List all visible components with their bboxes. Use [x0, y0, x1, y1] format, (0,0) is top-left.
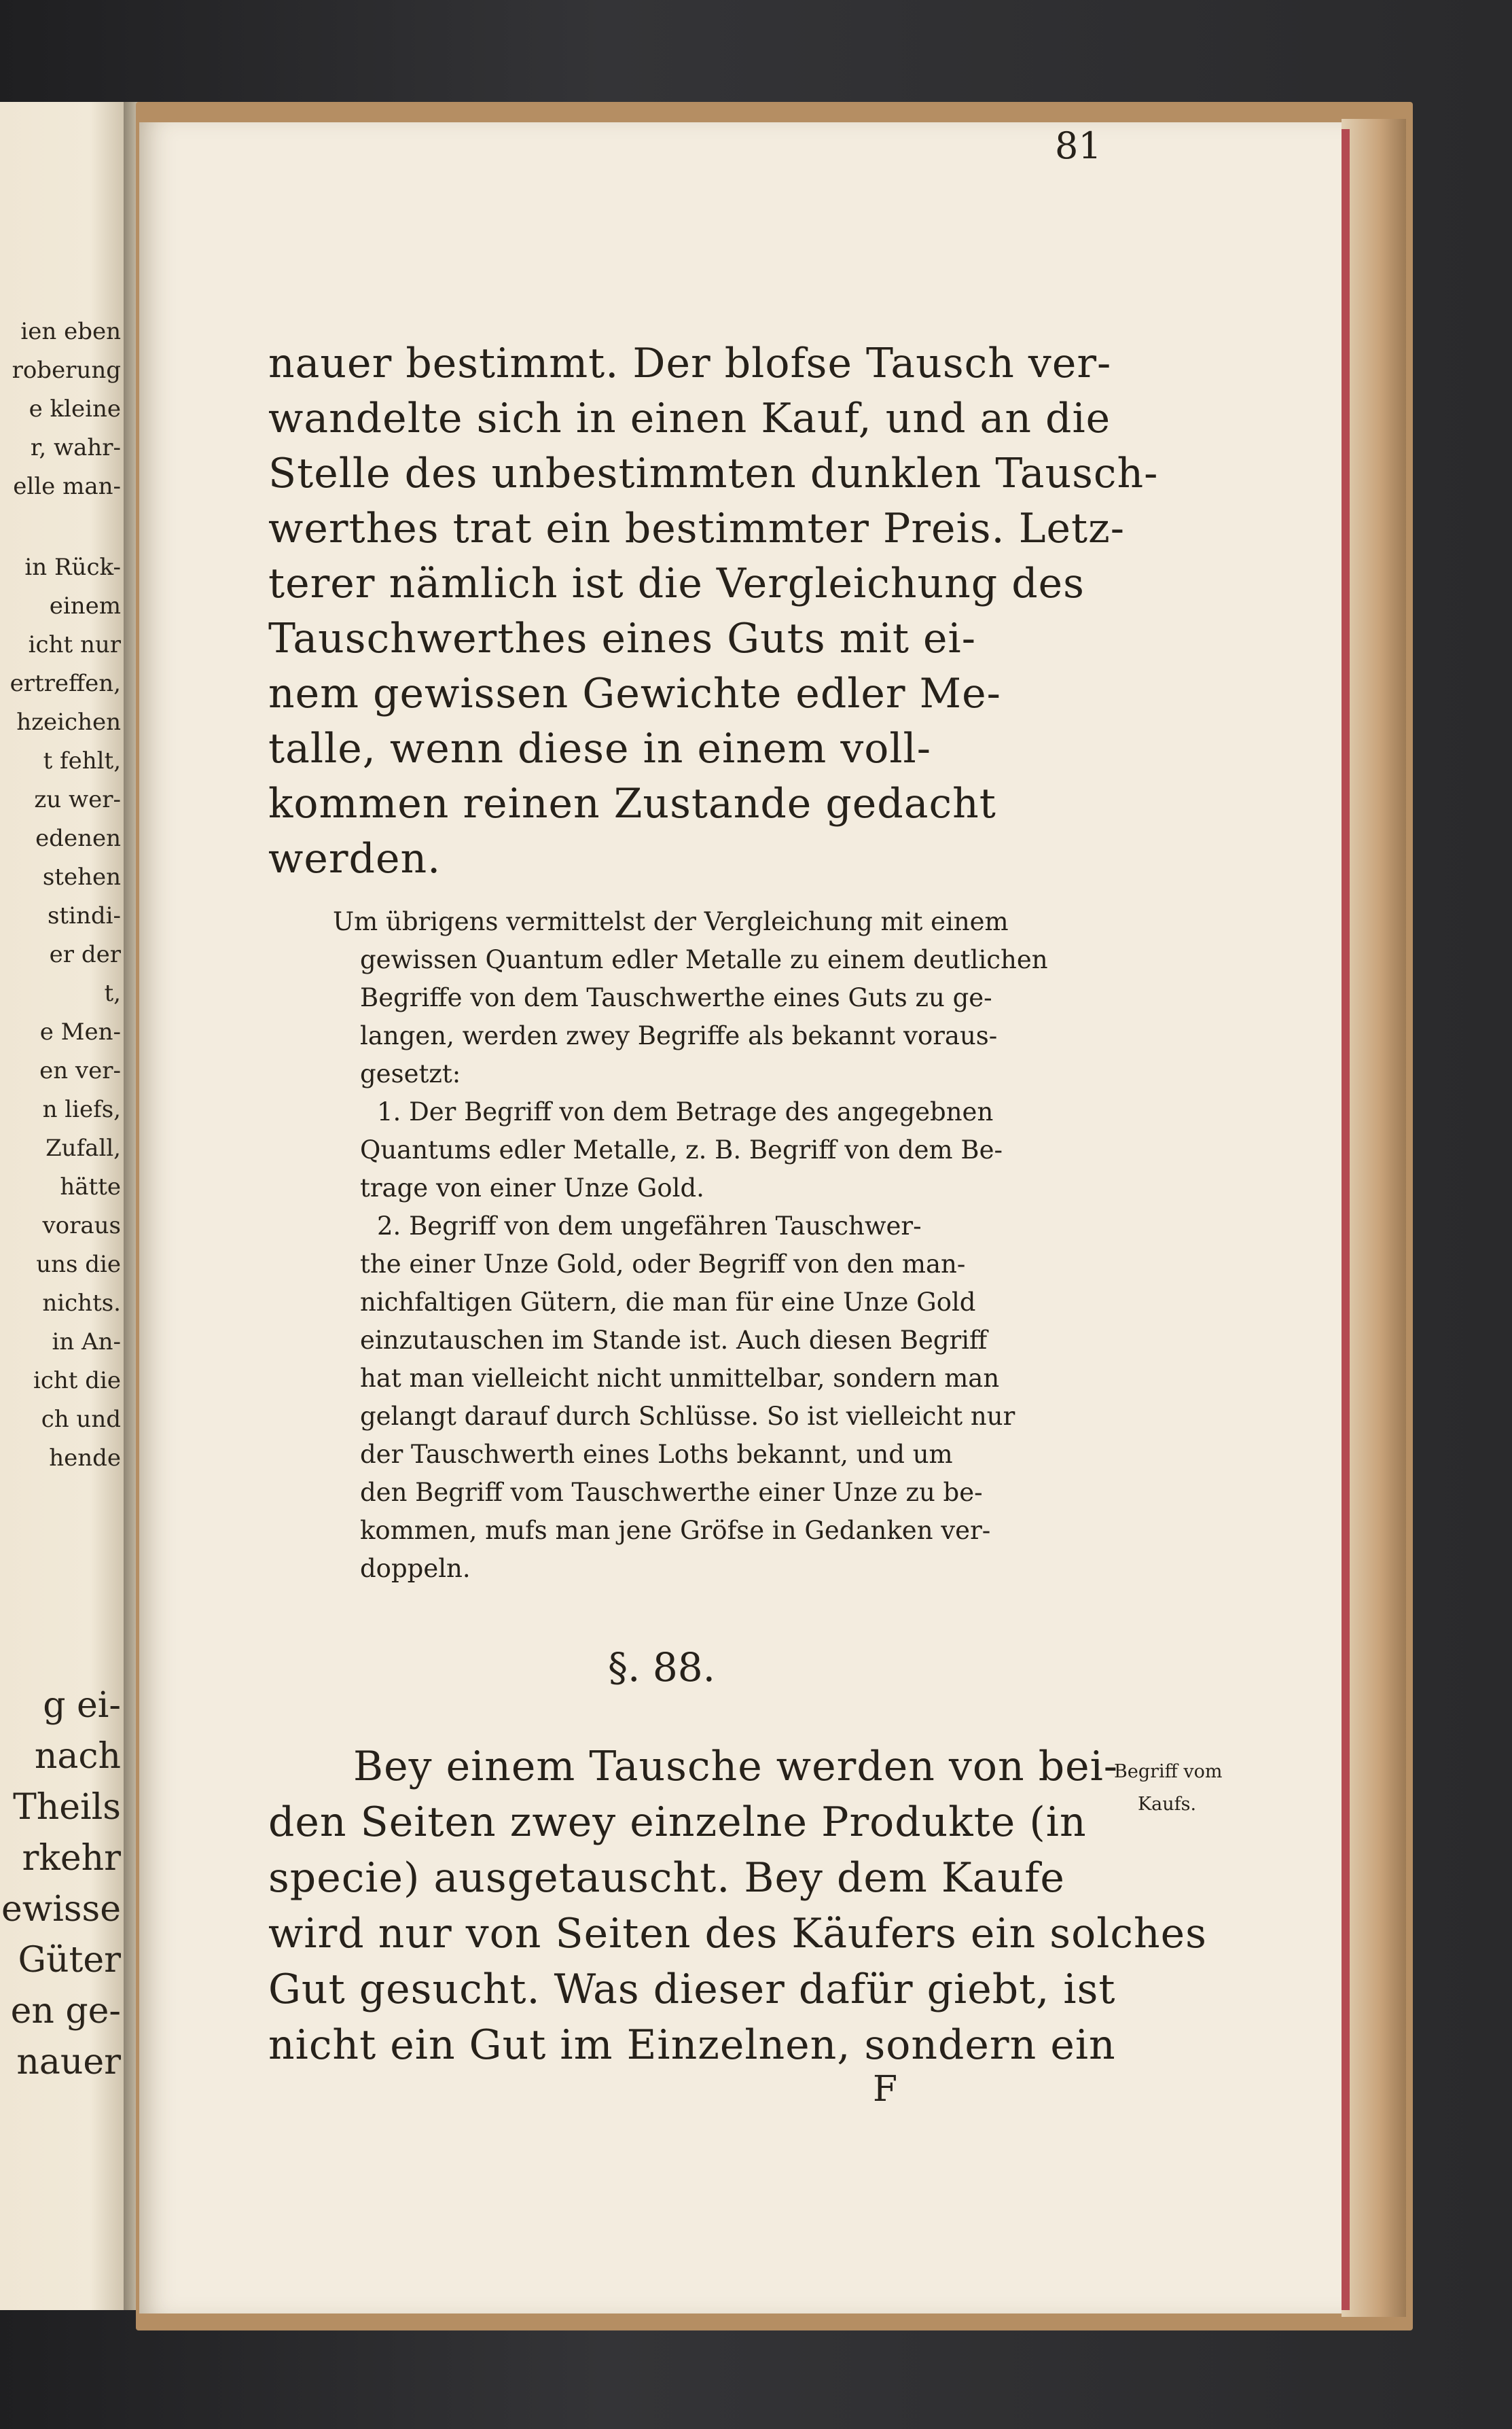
note-text-line: kommen, mufs man jene Gröfse in Gedanken ver-	[360, 1516, 991, 1545]
main-text-line: nauer bestimmt. Der blofse Tausch ver-	[268, 340, 1112, 387]
left-fragment: stindi-	[47, 902, 121, 929]
left-fragment: hätte	[60, 1173, 121, 1201]
left-fragment: ewisse	[1, 1889, 121, 1930]
margin-note-line: Kaufs.	[1138, 1794, 1197, 1815]
left-fragment: Zufall,	[46, 1135, 121, 1162]
note-text-line: den Begriff vom Tauschwerthe einer Unze zu be-	[360, 1478, 983, 1507]
left-fragment: icht die	[33, 1367, 121, 1394]
section-text-line: Bey einem Tausche werden von bei-	[353, 1743, 1119, 1790]
note-text-line: trage von einer Unze Gold.	[360, 1173, 704, 1203]
left-fragment: rkehr	[22, 1838, 121, 1879]
page-red-edge	[1342, 129, 1350, 2310]
left-fragment: nauer	[16, 2042, 121, 2082]
note-text-line: nichfaltigen Gütern, die man für eine Unze Gold	[360, 1288, 976, 1317]
section-text-line: Gut gesucht. Was dieser dafür giebt, ist	[268, 1966, 1116, 2013]
margin-note-line: Begriff vom	[1114, 1761, 1223, 1782]
note-text-line: Um übrigens vermittelst der Vergleichung mit einem	[333, 907, 1009, 936]
left-fragment: in An-	[52, 1328, 121, 1355]
left-fragment: einem	[49, 592, 121, 620]
left-fragment: en ver-	[39, 1057, 121, 1084]
left-fragment: elle man-	[13, 473, 121, 500]
note-text-line: gesetzt:	[360, 1059, 461, 1088]
left-fragment: icht nur	[28, 631, 121, 658]
main-text-line: Tauschwerthes eines Guts mit ei-	[268, 615, 976, 662]
main-text-line: Stelle des unbestimmten dunklen Tausch-	[268, 450, 1159, 497]
main-text-line: wandelte sich in einen Kauf, und an die	[268, 395, 1111, 442]
left-fragment: nach	[34, 1736, 121, 1777]
left-fragment: roberung	[12, 357, 121, 384]
left-fragment: stehen	[42, 864, 121, 891]
main-text-line: talle, wenn diese in einem voll-	[268, 725, 932, 773]
left-fragment: en ge-	[10, 1991, 121, 2032]
section-text-line: nicht ein Gut im Einzelnen, sondern ein	[268, 2021, 1116, 2069]
main-text-line: kommen reinen Zustande gedacht	[268, 780, 996, 828]
note-text-line: gewissen Quantum edler Metalle zu einem deutlichen	[360, 945, 1048, 974]
note-text-line: 1. Der Begriff von dem Betrage des angegebnen	[377, 1097, 994, 1127]
note-text-line: gelangt darauf durch Schlüsse. So ist vielleicht nur	[360, 1402, 1015, 1431]
main-text-line: werden.	[268, 835, 442, 883]
main-text-line: werthes trat ein bestimmter Preis. Letz-	[268, 505, 1126, 552]
note-text-line: einzutauschen im Stande ist. Auch diesen Begriff	[360, 1326, 988, 1355]
left-fragment: in Rück-	[24, 554, 121, 581]
note-text-line: der Tauschwerth eines Loths bekannt, und um	[360, 1440, 953, 1469]
left-fragment: Güter	[18, 1940, 121, 1981]
left-fragment: t,	[104, 980, 121, 1007]
section-text-line: specie) ausgetauscht. Bey dem Kaufe	[268, 1854, 1065, 1902]
note-text-line: the einer Unze Gold, oder Begriff von den man-	[360, 1249, 966, 1279]
left-fragment: uns die	[36, 1251, 121, 1278]
left-fragment: hende	[49, 1444, 121, 1472]
left-fragment: e kleine	[29, 395, 121, 423]
section-text-line: wird nur von Seiten des Käufers ein solches	[268, 1910, 1207, 1957]
section-heading: §. 88.	[608, 1644, 716, 1690]
left-fragment: ch und	[41, 1406, 121, 1433]
left-fragment: er der	[49, 941, 121, 968]
note-text-line: langen, werden zwey Begriffe als bekannt voraus-	[360, 1021, 998, 1050]
left-fragment: t fehlt,	[43, 747, 121, 775]
signature-mark: F	[873, 2069, 898, 2110]
section-text-line: den Seiten zwey einzelne Produkte (in	[268, 1798, 1087, 1846]
left-fragment: hzeichen	[16, 709, 121, 736]
page-number: 81	[1055, 124, 1102, 167]
left-facing-page	[0, 102, 129, 2310]
note-text-line: doppeln.	[360, 1554, 471, 1583]
cover-edge	[1342, 119, 1406, 2317]
left-fragment: ien eben	[20, 318, 121, 345]
main-text-line: terer nämlich ist die Vergleichung des	[268, 560, 1085, 607]
main-text-line: nem gewissen Gewichte edler Me-	[268, 670, 1001, 717]
left-fragment: r, wahr-	[30, 434, 121, 461]
left-fragment: edenen	[35, 825, 121, 852]
left-fragment: e Men-	[39, 1018, 121, 1046]
left-fragment: n liefs,	[42, 1096, 121, 1123]
left-fragment: zu wer-	[34, 786, 121, 813]
note-text-line: Begriffe von dem Tauschwerthe eines Guts zu ge-	[360, 983, 992, 1012]
left-fragment: voraus	[42, 1212, 121, 1239]
left-fragment: ertreffen,	[10, 670, 121, 697]
note-text-line: Quantums edler Metalle, z. B. Begriff von dem Be-	[360, 1135, 1003, 1165]
left-fragment: Theils	[13, 1787, 121, 1828]
left-fragment: nichts.	[42, 1290, 121, 1317]
note-text-line: 2. Begriff von dem ungefähren Tauschwer-	[377, 1211, 922, 1241]
left-fragment: g ei-	[43, 1685, 121, 1726]
note-text-line: hat man vielleicht nicht unmittelbar, sondern man	[360, 1364, 1000, 1393]
